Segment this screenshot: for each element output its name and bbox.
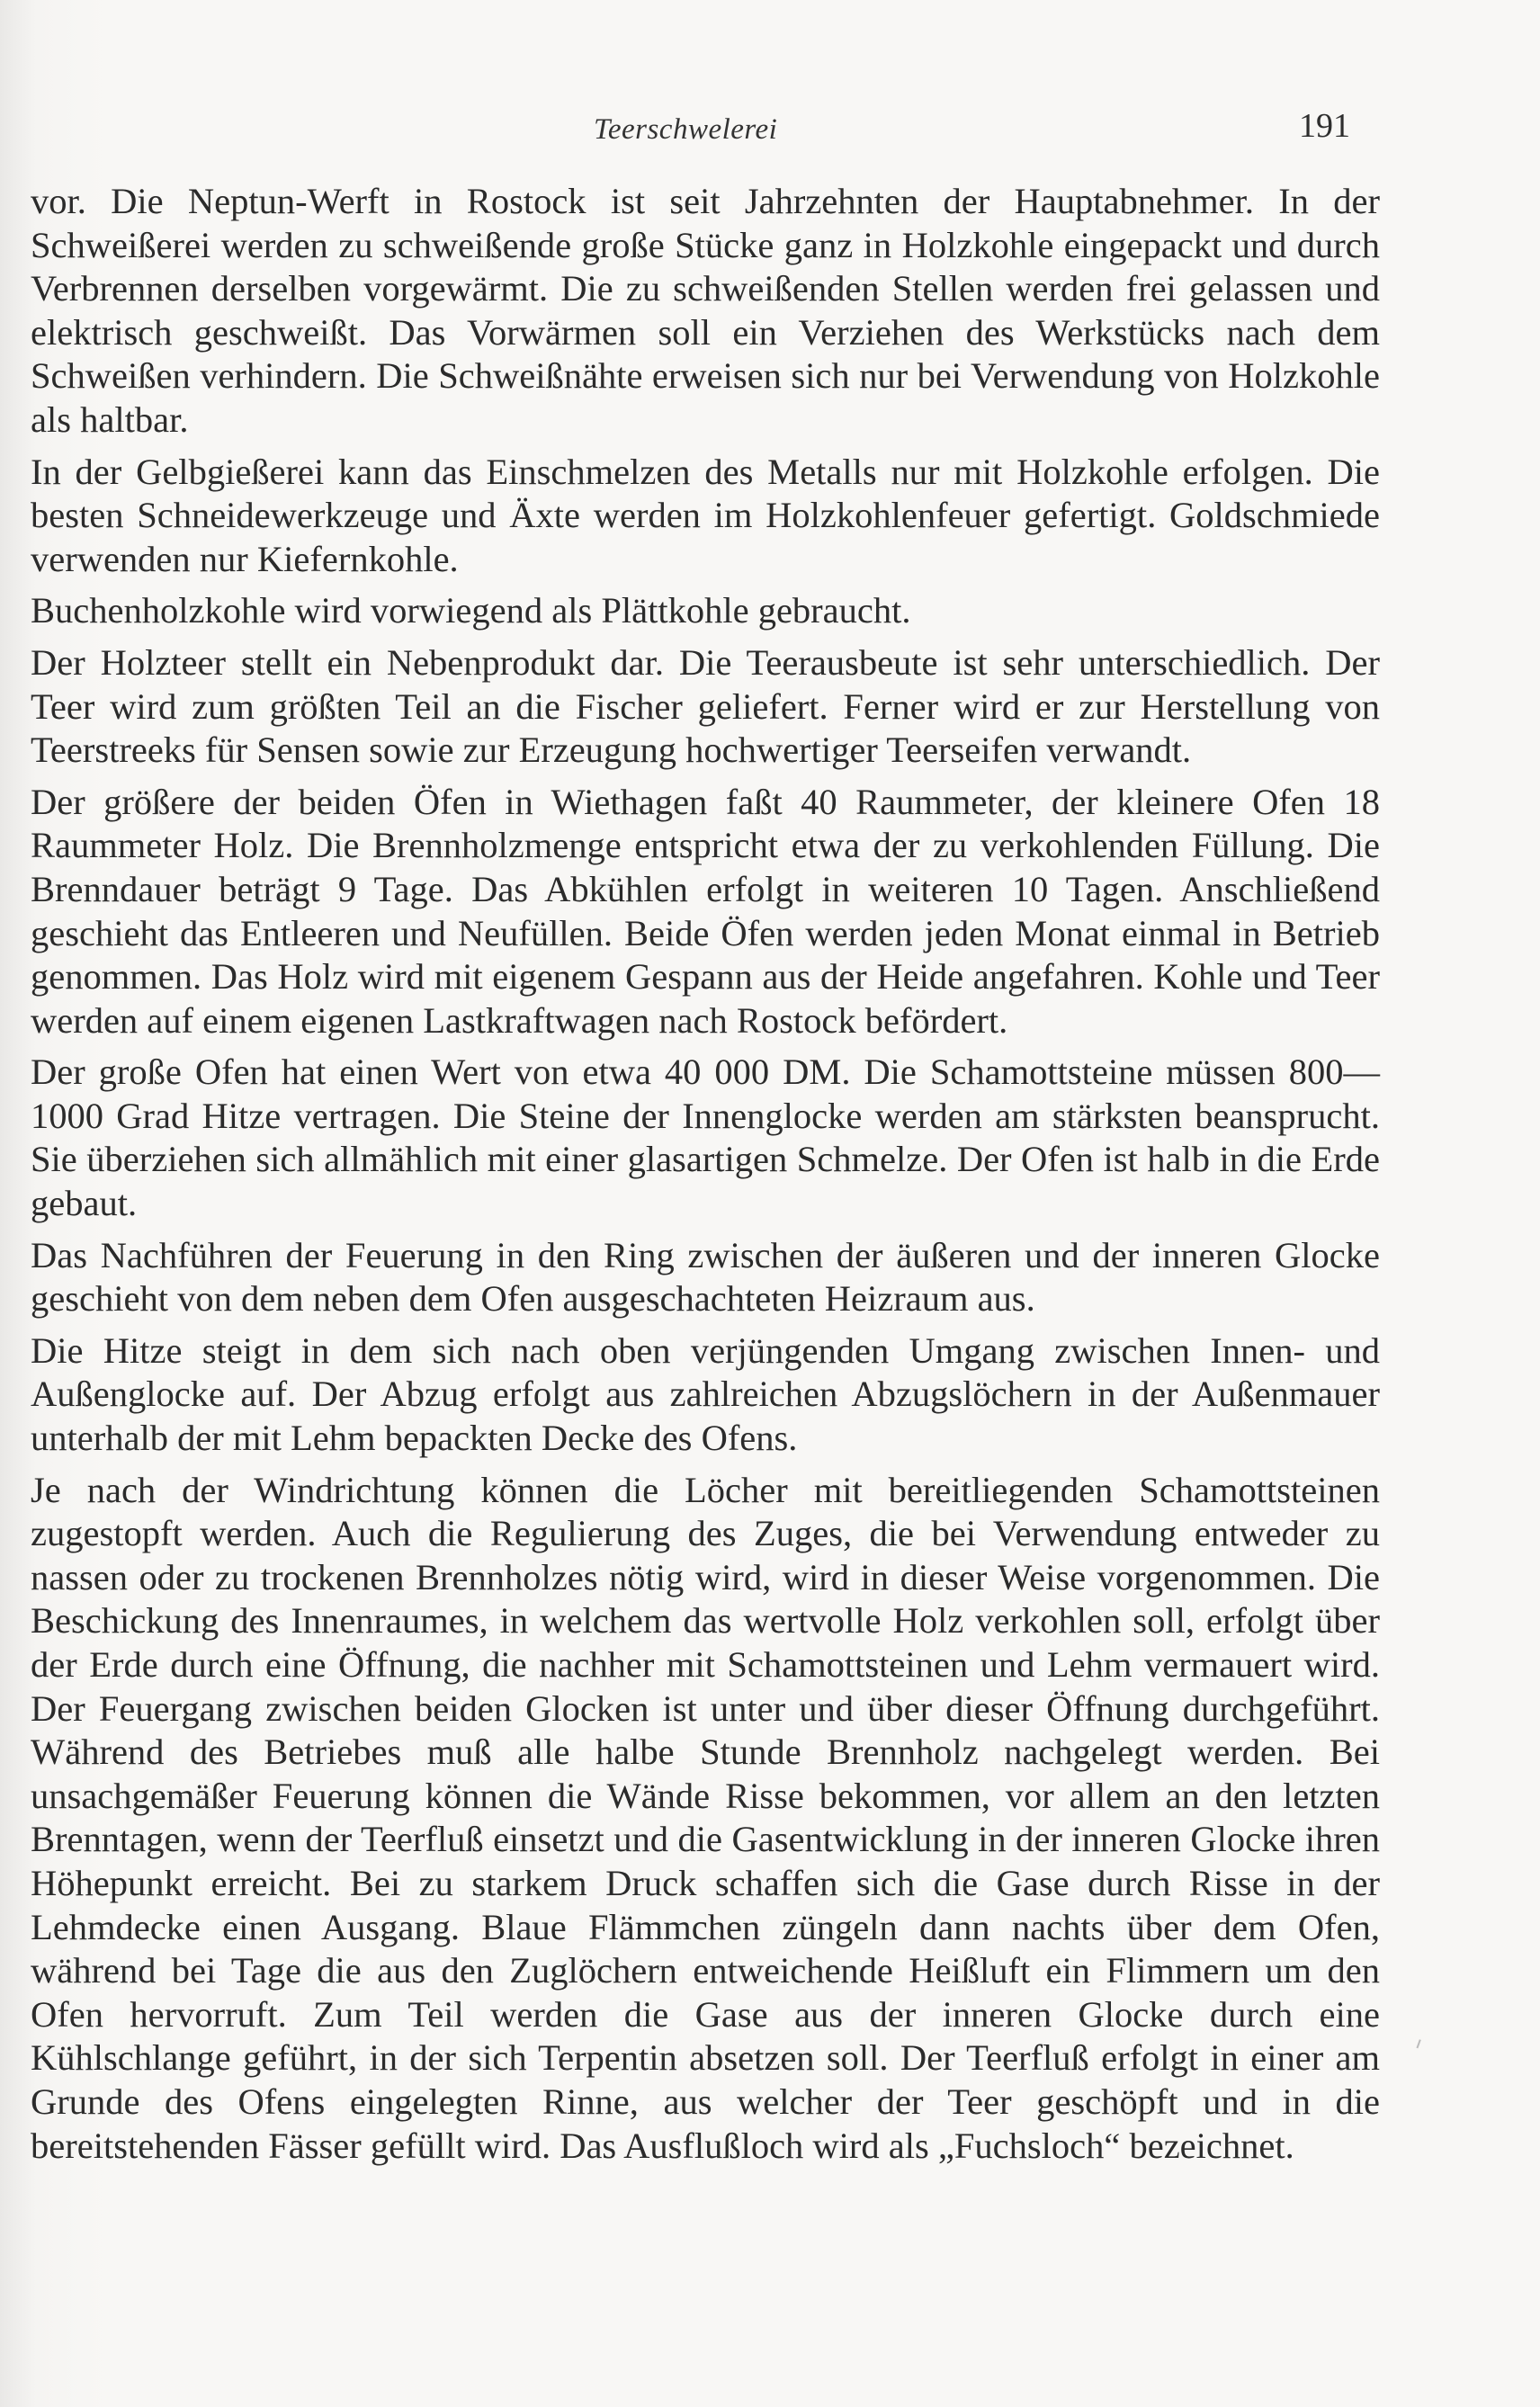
page-number: 191 xyxy=(1299,107,1350,145)
paragraph: In der Gelbgießerei kann das Einschmelzen des Metalls nur mit Holzkohle erfolgen. Die besten Schneidewerkzeuge und Äxte werden im Holzkohlenfeuer gefertigt. Goldschmiede verwenden nur Kiefernkohle. xyxy=(31,451,1380,579)
running-head xyxy=(0,101,1540,155)
paragraph: Der größere der beiden Öfen in Wiethagen faßt 40 Raummeter, der kleinere Ofen 18 Raummeter Holz. Die Brennholzmenge entspricht etwa der zu verkohlenden Füllung. Die Brenndauer beträgt 9 Tage. Das Abkühlen erfolgt in weiteren 10 Tagen. Anschließend geschieht das Entleeren und Neufüllen. Beide Öfen werden jeden Monat einmal in Betrieb genommen. Das Holz wird mit eigenem Gespann aus der Heide angefahren. Kohle und Teer werden auf einem eigenen Lastkraftwagen nach Rostock befördert. xyxy=(31,781,1380,1041)
paragraph: Buchenholzkohle wird vorwiegend als Plättkohle gebraucht. xyxy=(31,590,911,631)
paragraph: Der große Ofen hat einen Wert von etwa 40 000 DM. Die Schamottsteine müssen 800—1000 Grad Hitze vertragen. Die Steine der Innenglocke werden am stärksten beansprucht. Sie überziehen sich allmählich mit einer glasartigen Schmelze. Der Ofen ist halb in die Erde gebaut. xyxy=(31,1051,1380,1224)
paragraph: Die Hitze steigt in dem sich nach oben verjüngenden Umgang zwischen Innen- und Außenglocke auf. Der Abzug erfolgt aus zahlreichen Abzugslöchern in der Außenmauer unterhalb der mit Lehm bepackten Decke des Ofens. xyxy=(31,1329,1380,1459)
paragraph: Das Nachführen der Feuerung in den Ring zwischen der äußeren und der inneren Glocke geschieht von dem neben dem Ofen ausgeschachteten Heizraum aus. xyxy=(31,1234,1380,1320)
body-text xyxy=(31,180,1380,2176)
running-title: Teerschwelerei xyxy=(594,113,778,146)
paragraph: Je nach der Windrichtung können die Löcher mit bereitliegenden Schamottsteinen zugestopft werden. Auch die Regulierung des Zuges, die bei Verwendung entweder zu nassen oder zu trockenen Brennholzes nötig wird, wird in dieser Weise vorgenommen. Die Beschickung des Innenraumes, in welchem das wertvolle Holz verkohlen soll, erfolgt über der Erde durch eine Öffnung, die nachher mit Schamottsteinen und Lehm vermauert wird. Der Feuergang zwischen beiden Glocken ist unter und über dieser Öffnung durchgeführt. Während des Betriebes muß alle halbe Stunde Brennholz nachgelegt werden. Bei unsachgemäßer Feuerung können die Wände Risse bekommen, vor allem an den letzten Brenntagen, wenn der Teerfluß einsetzt und die Gasentwicklung in der inneren Glocke ihren Höhepunkt erreicht. Bei zu starkem Druck schaffen sich die Gase durch Risse in der Lehmdecke einen Ausgang. Blaue Flämmchen züngeln dann nachts über dem Ofen, während bei Tage die aus den Zuglöchern entweichende Heißluft ein Flimmern um den Ofen hervorruft. Zum Teil werden die Gase aus der inneren Glocke durch eine Kühlschlange geführt, in der sich Terpentin absetzen soll. Der Teerfluß erfolgt in einer am Grunde des Ofens eingelegten Rinne, aus welcher der Teer geschöpft und in die bereitstehenden Fässer gefüllt wird. Das Ausflußloch wird als „Fuchsloch“ bezeichnet. xyxy=(31,1469,1380,2166)
paragraph: Der Holzteer stellt ein Nebenprodukt dar. Die Teerausbeute ist sehr unterschiedlich. Der Teer wird zum größten Teil an die Fischer geliefert. Ferner wird er zur Herstellung von Teerstreeks für Sensen sowie zur Erzeugung hochwertiger Teerseifen verwandt. xyxy=(31,641,1380,771)
paragraph: vor. Die Neptun-Werft in Rostock ist seit Jahrzehnten der Hauptabnehmer. In der Schweißerei werden zu schweißende große Stücke ganz in Holzkohle eingepackt und durch Verbrennen derselben vorgewärmt. Die zu schweißenden Stellen werden frei gelassen und elektrisch geschweißt. Das Vorwärmen soll ein Verziehen des Werkstücks nach dem Schweißen verhindern. Die Schweißnähte erweisen sich nur bei Verwendung von Holzkohle als haltbar. xyxy=(31,181,1380,440)
margin-mark xyxy=(1416,2039,1424,2049)
